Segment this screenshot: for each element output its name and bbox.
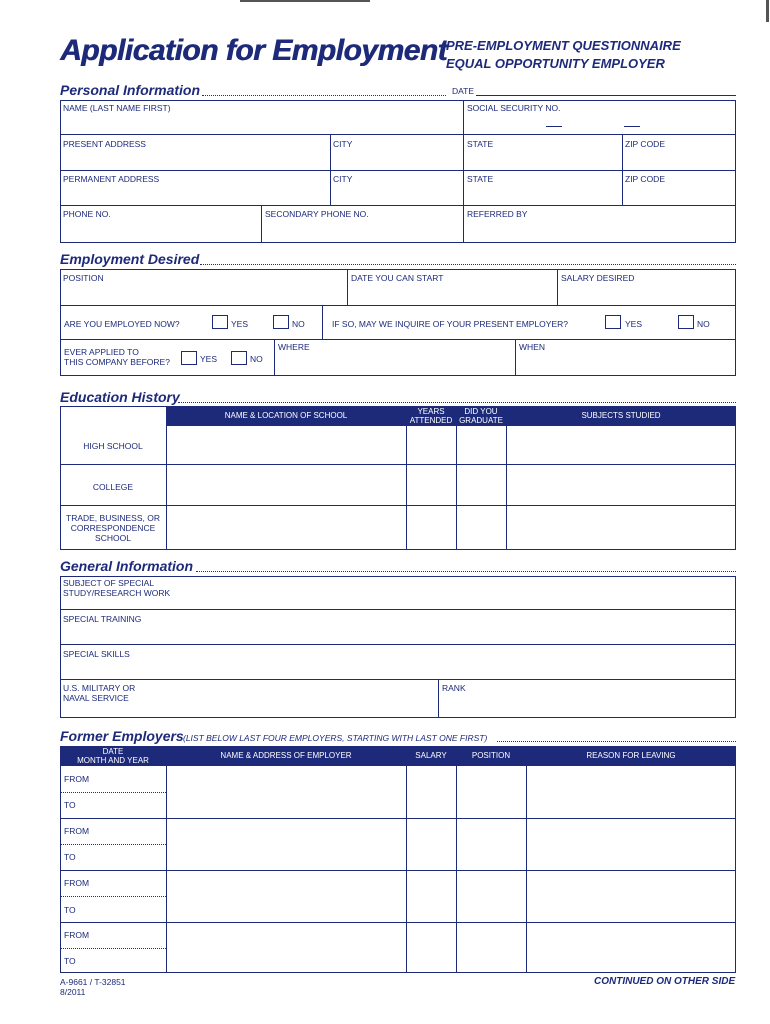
phone-label: PHONE NO. [63, 209, 111, 219]
former-employers-note: (LIST BELOW LAST FOUR EMPLOYERS, STARTING WITH LAST ONE FIRST) [183, 733, 488, 743]
row-trade-line3: SCHOOL [95, 533, 131, 543]
col-date-line2: MONTH AND YEAR [77, 756, 149, 765]
col-salary: SALARY [406, 751, 456, 760]
to-label: TO [64, 956, 76, 966]
row-divider [60, 870, 736, 871]
yes-label: YES [625, 319, 643, 329]
row-divider [60, 609, 736, 610]
row-trade-line1: TRADE, BUSINESS, OR [66, 513, 160, 523]
to-label: TO [64, 800, 76, 810]
applied-before-yes-checkbox[interactable] [181, 351, 197, 365]
row-divider [60, 505, 736, 506]
special-training-label: SPECIAL TRAINING [63, 614, 142, 624]
scan-edge-top [240, 0, 370, 2]
dotted-rule [200, 264, 736, 265]
form-revision-date: 8/2011 [60, 987, 86, 997]
military-label-line2: NAVAL SERVICE [63, 693, 129, 703]
col-divider [330, 134, 331, 205]
from-label: FROM [64, 774, 90, 784]
state-label: STATE [467, 139, 494, 149]
form-subtitle-questionnaire: PRE-EMPLOYMENT QUESTIONNAIRE [446, 38, 681, 53]
position-label: POSITION [63, 273, 104, 283]
zip-label: ZIP CODE [625, 174, 665, 184]
city-label: CITY [333, 139, 353, 149]
col-reason: REASON FOR LEAVING [526, 751, 736, 760]
date-split-rule [60, 948, 166, 949]
applied-before-label-line2: THIS COMPANY BEFORE? [64, 357, 170, 367]
from-label: FROM [64, 878, 90, 888]
col-divider [438, 679, 439, 718]
ssn-field[interactable] [464, 112, 736, 134]
yes-label: YES [231, 319, 249, 329]
col-years-attended [406, 407, 456, 425]
col-subjects: SUBJECTS STUDIED [506, 411, 736, 420]
dotted-rule [196, 571, 736, 572]
col-divider [622, 134, 623, 205]
row-divider [60, 464, 736, 465]
applied-before-no-checkbox[interactable] [231, 351, 247, 365]
referred-by-label: REFERRED BY [467, 209, 528, 219]
employed-now-label: ARE YOU EMPLOYED NOW? [64, 319, 180, 329]
city-label: CITY [333, 174, 353, 184]
dotted-rule [497, 741, 736, 742]
name-label: NAME (LAST NAME FIRST) [63, 103, 171, 113]
section-former-heading: Former Employers [60, 728, 184, 744]
row-divider [60, 818, 736, 819]
dotted-rule [202, 95, 446, 96]
employed-now-no-checkbox[interactable] [273, 315, 289, 329]
section-employment-heading: Employment Desired [60, 251, 200, 267]
col-graduate-line1: DID YOU [464, 407, 498, 416]
section-education-heading: Education History [60, 389, 180, 405]
section-general-heading: General Information [60, 558, 194, 574]
scan-edge-right [766, 0, 769, 22]
form-number: A-9661 / T-32851 [60, 977, 126, 987]
col-divider [557, 269, 558, 305]
col-divider [261, 205, 262, 243]
row-divider [60, 205, 736, 206]
inquire-no-checkbox[interactable] [678, 315, 694, 329]
secondary-phone-label: SECONDARY PHONE NO. [265, 209, 369, 219]
no-label: NO [292, 319, 305, 329]
applied-before-label-line1: EVER APPLIED TO [64, 347, 139, 357]
continued-note: CONTINUED ON OTHER SIDE [594, 976, 736, 987]
col-position: POSITION [456, 751, 526, 760]
where-label: WHERE [278, 342, 310, 352]
no-label: NO [250, 354, 263, 364]
special-study-label-line2: STUDY/RESEARCH WORK [63, 588, 171, 598]
start-date-label: DATE YOU CAN START [351, 273, 444, 283]
col-divider [406, 426, 407, 550]
row-college: COLLEGE [92, 482, 134, 492]
to-label: TO [64, 905, 76, 915]
salary-desired-label: SALARY DESIRED [561, 273, 635, 283]
inquire-yes-checkbox[interactable] [605, 315, 621, 329]
name-field[interactable] [60, 112, 463, 134]
rank-label: RANK [442, 683, 466, 693]
present-address-label: PRESENT ADDRESS [63, 139, 146, 149]
special-skills-label: SPECIAL SKILLS [63, 649, 130, 659]
military-label-line1: U.S. MILITARY OR [63, 683, 136, 693]
zip-label: ZIP CODE [625, 139, 665, 149]
dotted-rule [178, 402, 736, 403]
yes-label: YES [200, 354, 218, 364]
row-divider [60, 644, 736, 645]
col-divider [347, 269, 348, 305]
inquire-employer-label: IF SO, MAY WE INQUIRE OF YOUR PRESENT EMPLOYER? [332, 319, 568, 329]
col-divider [274, 339, 275, 376]
col-date-line1: DATE [102, 747, 124, 756]
row-divider [60, 170, 736, 171]
col-date [60, 747, 166, 765]
form-subtitle-eoe: EQUAL OPPORTUNITY EMPLOYER [446, 56, 665, 71]
state-label: STATE [467, 174, 494, 184]
col-graduate-line2: GRADUATE [459, 416, 503, 425]
employed-now-yes-checkbox[interactable] [212, 315, 228, 329]
col-divider [506, 426, 507, 550]
col-graduate [456, 407, 506, 425]
col-divider [166, 406, 167, 550]
col-employer: NAME & ADDRESS OF EMPLOYER [166, 751, 406, 760]
date-label: DATE [452, 86, 475, 96]
col-school-name: NAME & LOCATION OF SCHOOL [166, 411, 406, 420]
former-employers-table [60, 746, 736, 973]
row-trade-line2: CORRESPONDENCE [70, 523, 156, 533]
date-split-rule [60, 792, 166, 793]
ssn-label: SOCIAL SECURITY NO. [467, 103, 561, 113]
from-label: FROM [64, 826, 90, 836]
date-split-rule [60, 896, 166, 897]
col-divider [456, 426, 457, 550]
col-divider [322, 305, 323, 339]
col-divider [515, 339, 516, 376]
col-years-line2: ATTENDED [409, 416, 453, 425]
date-field[interactable] [476, 95, 736, 96]
to-label: TO [64, 852, 76, 862]
row-divider [60, 134, 736, 135]
form-title: Application for Employment [60, 34, 448, 67]
when-label: WHEN [519, 342, 545, 352]
from-label: FROM [64, 930, 90, 940]
special-study-label-line1: SUBJECT OF SPECIAL [63, 578, 155, 588]
date-split-rule [60, 844, 166, 845]
row-divider [60, 922, 736, 923]
no-label: NO [697, 319, 710, 329]
section-personal-heading: Personal Information [60, 82, 201, 98]
row-high-school: HIGH SCHOOL [83, 441, 143, 451]
permanent-address-label: PERMANENT ADDRESS [63, 174, 160, 184]
row-divider [60, 339, 736, 340]
row-divider [60, 305, 736, 306]
row-divider [60, 679, 736, 680]
col-years-line1: YEARS [417, 407, 445, 416]
